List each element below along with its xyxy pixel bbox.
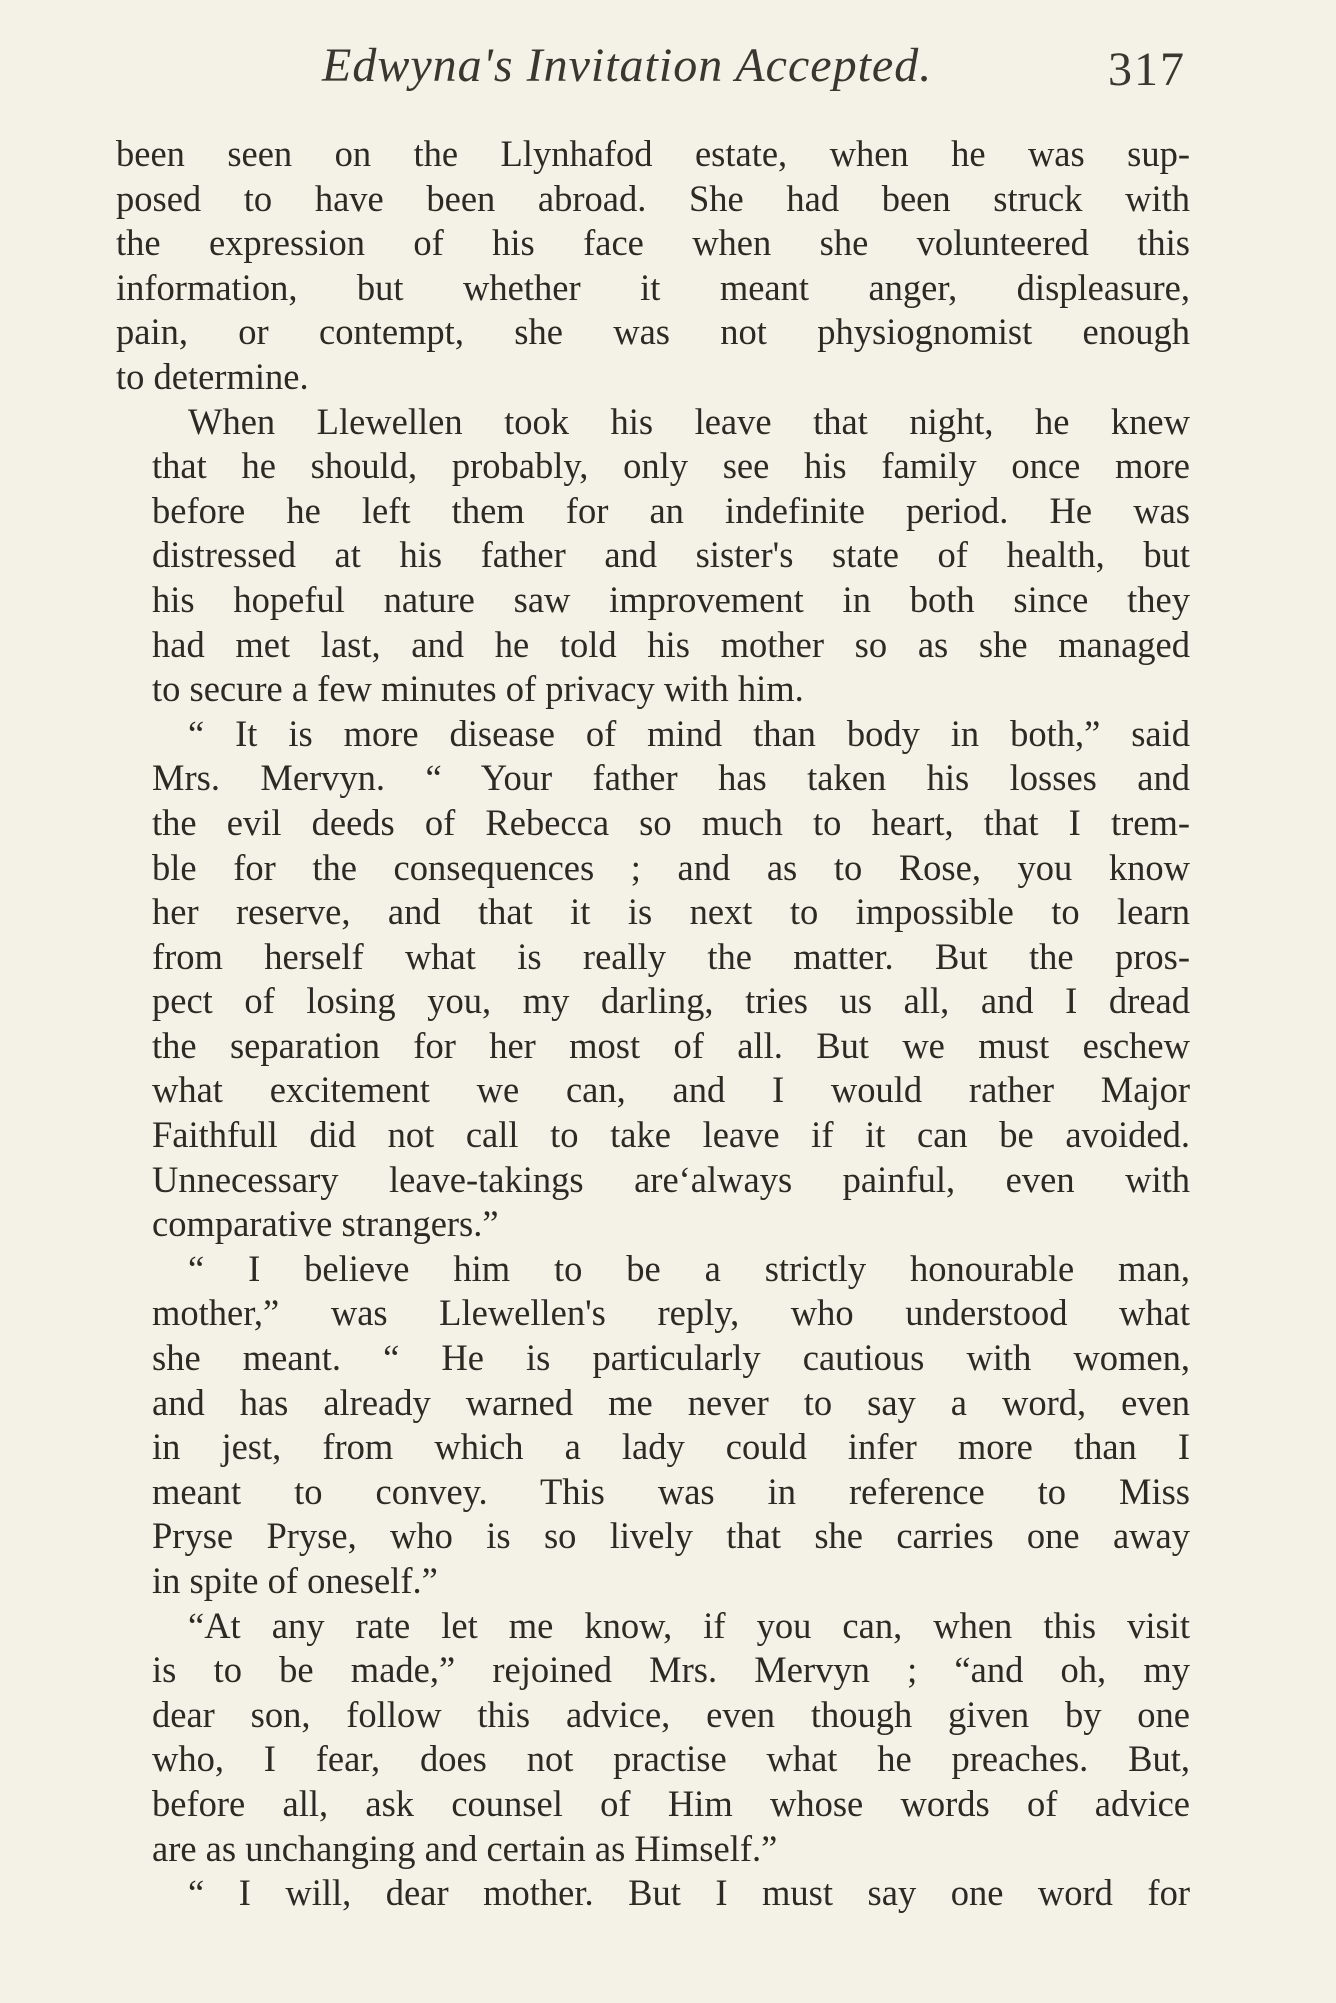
text-line: to determine. <box>116 355 309 397</box>
text-line: her reserve, and that it is next to impossible to learn <box>152 891 1190 933</box>
text-line: is to be made,” rejoined Mrs. Mervyn ; “and oh, my <box>152 1649 1190 1691</box>
text-line: the separation for her most of all. But we must eschew <box>152 1024 1190 1066</box>
text-line: his hopeful nature saw improvement in both since they <box>152 578 1190 620</box>
text-line: mother,” was Llewellen's reply, who understood what <box>152 1292 1190 1334</box>
text-line: what excitement we can, and I would rather Major <box>152 1069 1190 1111</box>
running-head <box>0 38 1336 108</box>
text-line: comparative strangers.” <box>152 1203 499 1245</box>
text-line: meant to convey. This was in reference to Miss <box>152 1470 1190 1512</box>
text-line: before all, ask counsel of Him whose words of advice <box>152 1782 1190 1824</box>
paragraph <box>116 1604 1190 1872</box>
text-line: ble for the consequences ; and as to Rose, you know <box>152 846 1190 888</box>
text-line: in jest, from which a lady could infer more than I <box>152 1426 1190 1468</box>
page-number: 317 <box>1108 43 1186 96</box>
text-line: Mrs. Mervyn. “ Your father has taken his losses and <box>152 757 1190 799</box>
text-line: “ It is more disease of mind than body in both,” said <box>188 712 1190 754</box>
text-line: before he left them for an indefinite period. He was <box>152 489 1190 531</box>
text-line: Unnecessary leave-takings are‘always painful, even with <box>152 1158 1190 1200</box>
paragraph <box>116 1871 1190 1916</box>
text-line: distressed at his father and sister's state of health, but <box>152 534 1190 576</box>
text-line: Faithfull did not call to take leave if it can be avoided. <box>152 1114 1190 1156</box>
text-line: the expression of his face when she volunteered this <box>116 222 1190 264</box>
text-line: “ I believe him to be a strictly honourable man, <box>188 1247 1190 1289</box>
text-line: had met last, and he told his mother so as she managed <box>152 623 1190 665</box>
text-line: who, I fear, does not practise what he preaches. But, <box>152 1738 1190 1780</box>
running-title: Edwyna's Invitation Accepted. <box>322 39 933 92</box>
text-line: the evil deeds of Rebecca so much to heart, that I trem- <box>152 801 1190 843</box>
text-line: that he should, probably, only see his family once more <box>152 445 1190 487</box>
text-line: are as unchanging and certain as Himself.” <box>152 1827 778 1869</box>
text-line: “ I will, dear mother. But I must say one word for <box>188 1872 1190 1914</box>
text-line: “At any rate let me know, if you can, when this visit <box>188 1604 1190 1646</box>
text-line: been seen on the Llynhafod estate, when he was sup- <box>116 133 1190 174</box>
text-line: pain, or contempt, she was not physiognomist enough <box>116 311 1190 353</box>
paragraph <box>116 1247 1190 1604</box>
paragraph <box>116 712 1190 1247</box>
paragraph <box>116 132 1190 400</box>
text-line: When Llewellen took his leave that night, he knew <box>188 400 1190 442</box>
text-line: dear son, follow this advice, even though given by one <box>152 1693 1190 1735</box>
text-line: to secure a few minutes of privacy with him. <box>152 668 804 710</box>
text-line: Pryse Pryse, who is so lively that she carries one away <box>152 1515 1190 1557</box>
body-text <box>116 132 1190 1916</box>
text-line: she meant. “ He is particularly cautious with women, <box>152 1337 1190 1379</box>
text-line: from herself what is really the matter. But the pros- <box>152 935 1190 977</box>
text-line: pect of losing you, my darling, tries us all, and I dread <box>152 980 1190 1022</box>
text-line: and has already warned me never to say a word, even <box>152 1381 1190 1423</box>
text-line: in spite of oneself.” <box>152 1560 438 1601</box>
text-line: information, but whether it meant anger, displeasure, <box>116 266 1190 308</box>
paragraph <box>116 400 1190 712</box>
text-line: posed to have been abroad. She had been struck with <box>116 177 1190 219</box>
